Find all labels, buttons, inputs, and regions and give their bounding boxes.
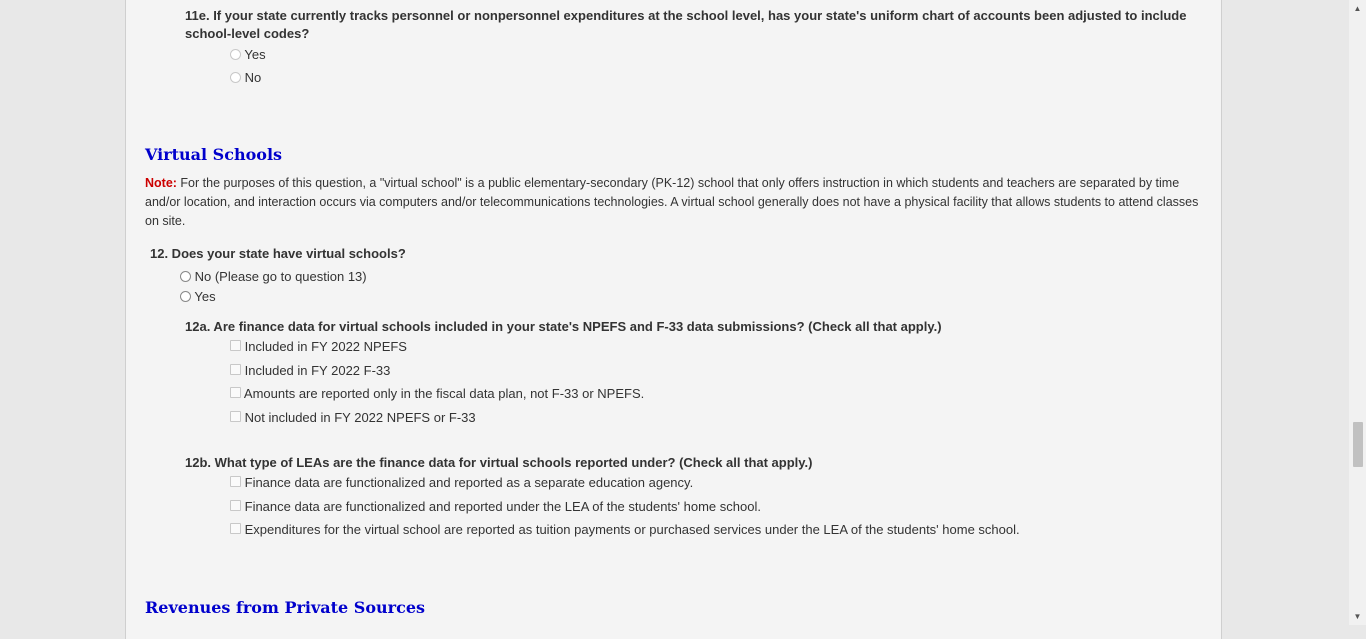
virtual-schools-note [145, 174, 1200, 231]
section-title-virtual-schools: Virtual Schools [145, 145, 283, 164]
checkbox-12a-3[interactable] [230, 387, 241, 398]
checkbox-12b-2[interactable] [230, 500, 241, 511]
option-12b-2-label: Finance data are functionalized and reported under the LEA of the students' home school. [244, 499, 761, 514]
checkbox-12b-3[interactable] [230, 523, 241, 534]
question-12: 12. Does your state have virtual schools? [150, 246, 406, 261]
option-12a-1-label: Included in FY 2022 NPEFS [244, 339, 407, 354]
option-11e-yes[interactable] [230, 47, 266, 63]
radio-12-no[interactable] [180, 271, 191, 282]
option-12-yes[interactable] [180, 289, 216, 305]
radio-11e-yes[interactable] [230, 49, 241, 60]
option-11e-no[interactable] [230, 70, 261, 86]
option-12-no[interactable] [180, 269, 367, 285]
scroll-down-arrow-icon[interactable]: ▼ [1353, 612, 1362, 621]
option-12a-2-label: Included in FY 2022 F-33 [244, 363, 391, 378]
option-12a-4[interactable] [230, 410, 476, 426]
vertical-scrollbar[interactable] [1349, 0, 1366, 625]
option-12-yes-label: Yes [194, 289, 216, 304]
checkbox-12a-1[interactable] [230, 340, 241, 351]
option-12b-1[interactable] [230, 475, 693, 491]
section-title-revenues-private: Revenues from Private Sources [145, 598, 426, 617]
survey-page [125, 0, 1222, 639]
question-12a: 12a. Are finance data for virtual schools included in your state's NPEFS and F-33 data submissions? (Check all that apply.) [185, 319, 942, 334]
option-12b-3-label: Expenditures for the virtual school are reported as tuition payments or purchased services under the LEA of the students' home school. [244, 522, 1020, 537]
option-12a-3-label: Amounts are reported only in the fiscal data plan, not F-33 or NPEFS. [243, 386, 645, 401]
checkbox-12a-4[interactable] [230, 411, 241, 422]
option-12a-3[interactable] [230, 386, 644, 402]
note-text: For the purposes of this question, a "virtual school" is a public elementary-secondary (PK-12) school that only offers instruction in which students and teachers are separated by time and/or location, and interaction occurs via computers and/or telecommunications technologies. A virtual school generally does not have a physical facility that allows students to attend classes on site. [145, 176, 1199, 228]
checkbox-12b-1[interactable] [230, 476, 241, 487]
option-12a-2[interactable] [230, 363, 390, 379]
question-11e: 11e. If your state currently tracks personnel or nonpersonnel expenditures at the school level, has your state's uniform chart of accounts been adjusted to include school-level codes? [185, 8, 1187, 41]
note-label: Note: [145, 176, 177, 190]
radio-11e-no[interactable] [230, 72, 241, 83]
option-12b-2[interactable] [230, 499, 761, 515]
radio-12-yes[interactable] [180, 291, 191, 302]
scroll-thumb[interactable] [1353, 422, 1363, 467]
option-12b-3[interactable] [230, 522, 1020, 538]
option-12a-1[interactable] [230, 339, 407, 355]
scroll-up-arrow-icon[interactable]: ▲ [1353, 4, 1362, 13]
checkbox-12a-2[interactable] [230, 364, 241, 375]
question-12b: 12b. What type of LEAs are the finance data for virtual schools reported under? (Check all that apply.) [185, 455, 813, 470]
option-12-no-label: No (Please go to question 13) [194, 269, 367, 284]
option-12a-4-label: Not included in FY 2022 NPEFS or F-33 [244, 410, 476, 425]
option-11e-no-label: No [244, 70, 262, 85]
option-12b-1-label: Finance data are functionalized and reported as a separate education agency. [244, 475, 694, 490]
option-11e-yes-label: Yes [244, 47, 266, 62]
